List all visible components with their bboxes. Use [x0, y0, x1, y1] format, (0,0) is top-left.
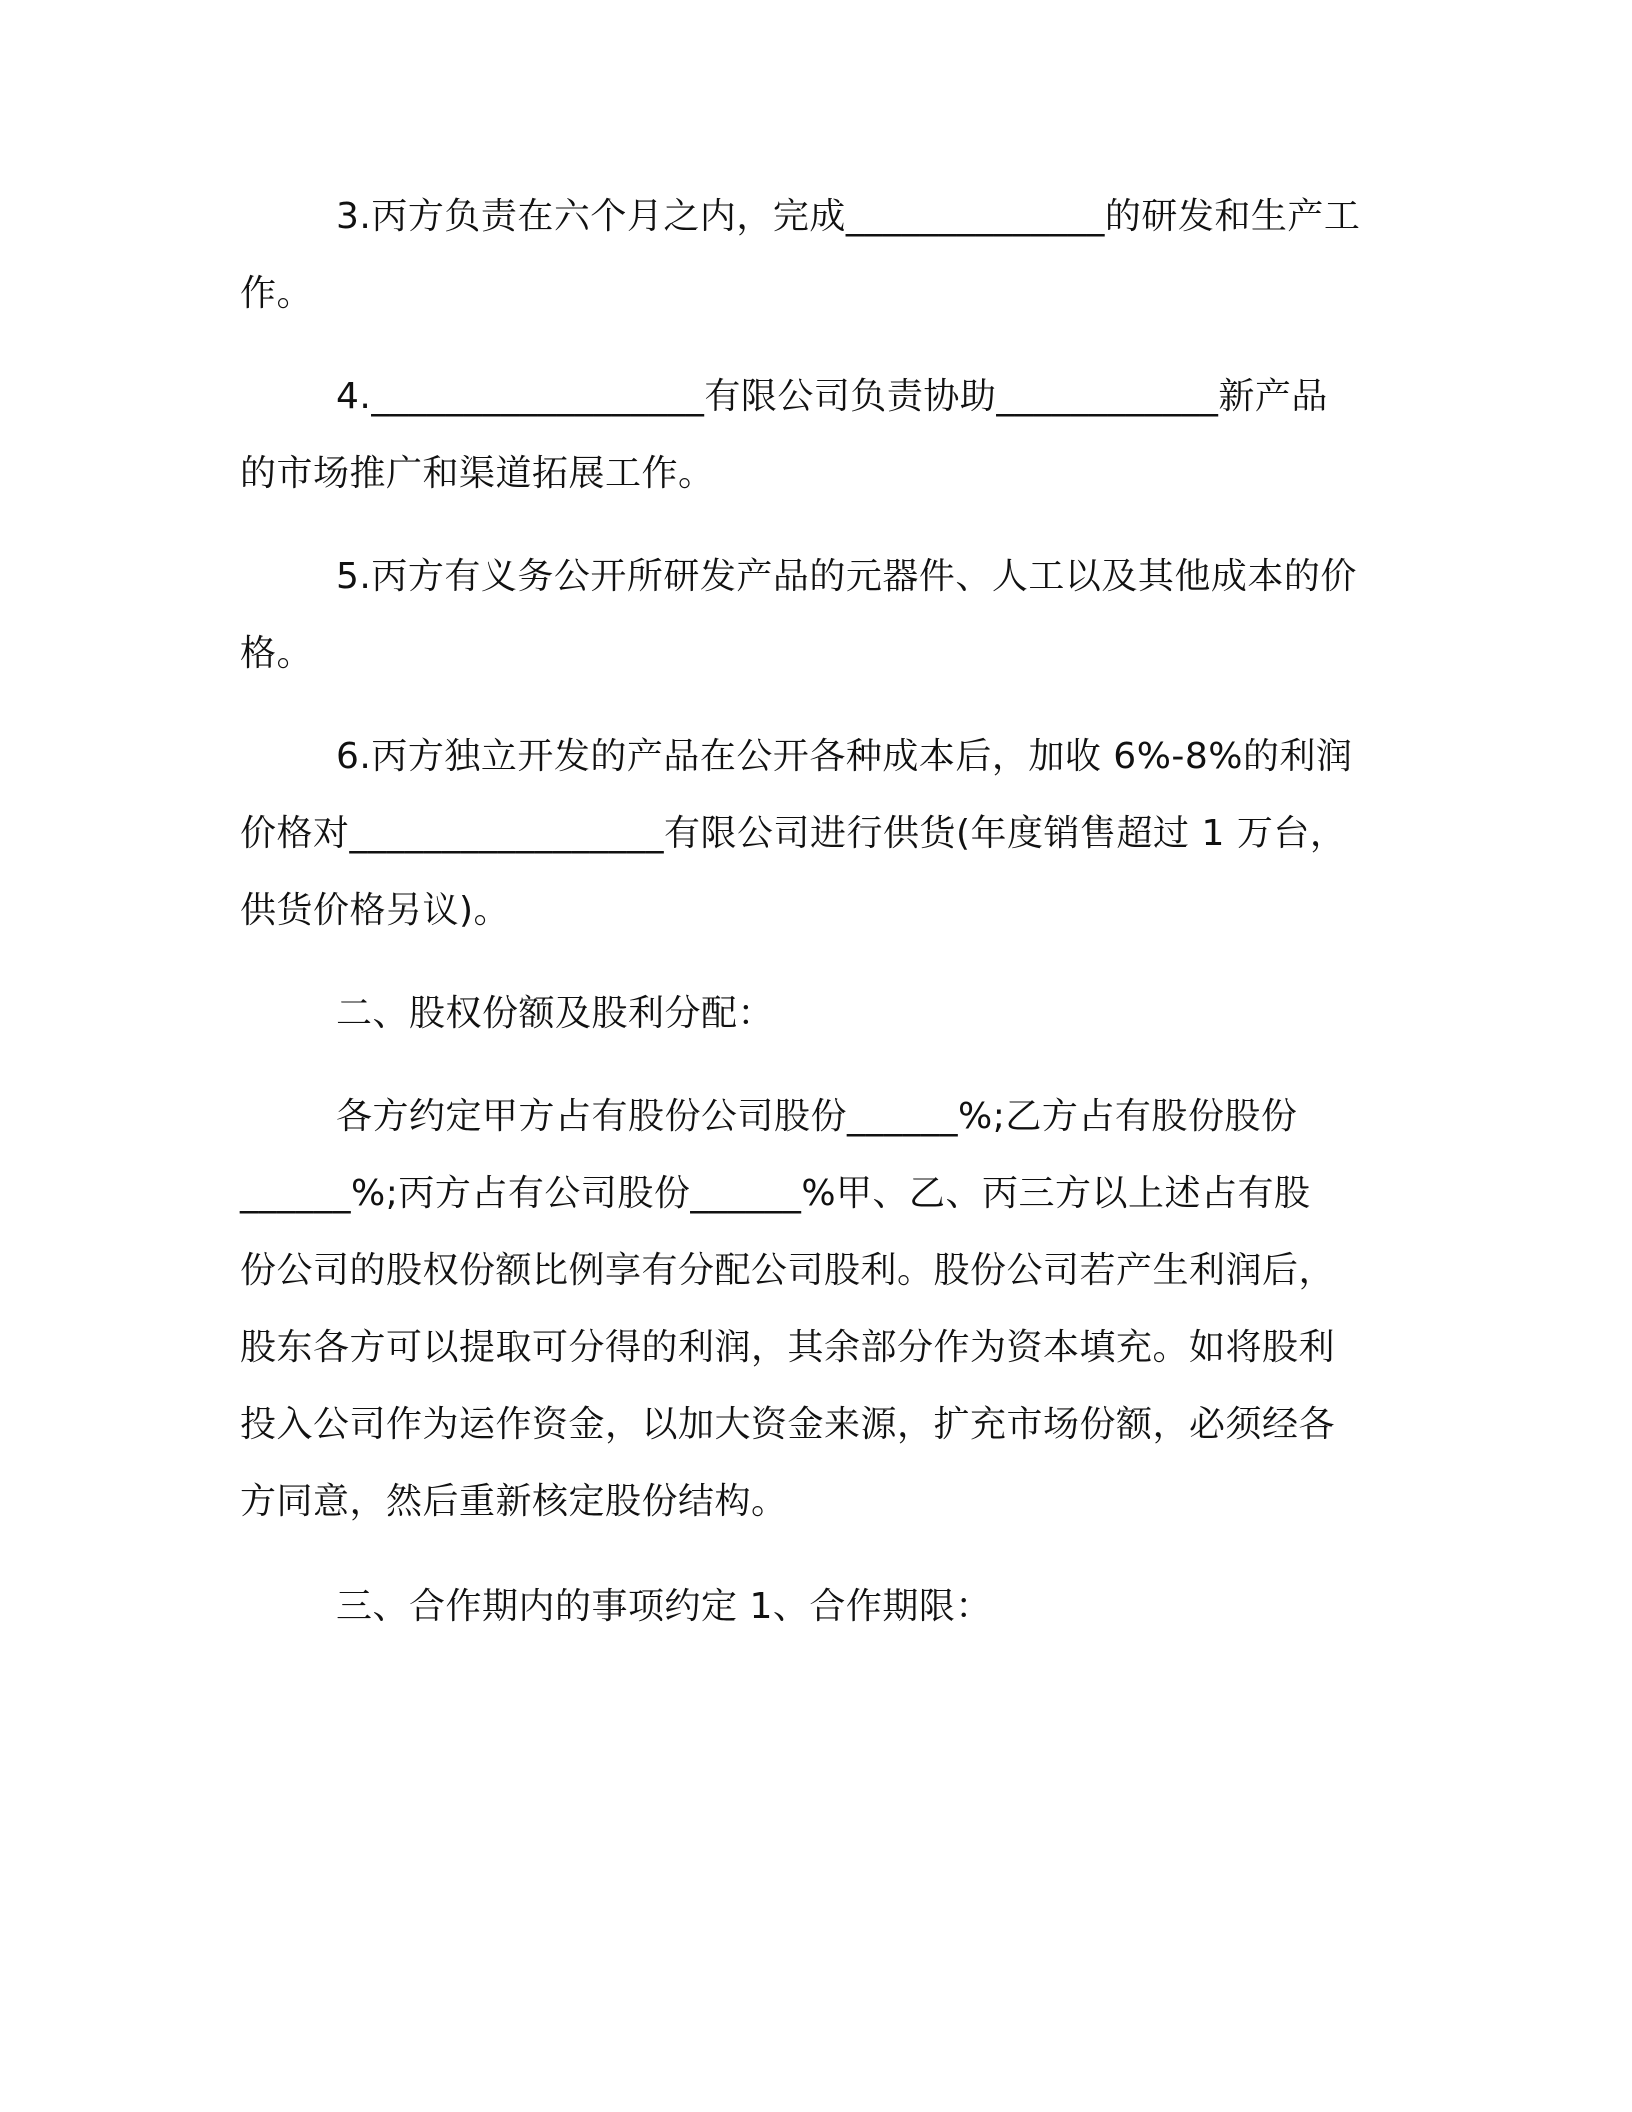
clause-5 [240, 538, 1380, 692]
section-2-body-line-5: 投入公司作为运作资金，以加大资金来源，扩充市场份额，必须经各 [240, 1404, 1336, 1445]
section-3-heading [240, 1568, 1380, 1645]
clause-5-line-1: 5.丙方有义务公开所研发产品的元器件、人工以及其他成本的价 [336, 556, 1357, 597]
clause-4-line-1: 4.__________________有限公司负责协助____________新产品 [336, 376, 1328, 417]
clause-3-line-2: 作。 [240, 273, 314, 314]
clause-6-line-3: 供货价格另议)。 [240, 890, 511, 931]
section-2-heading [240, 975, 1380, 1052]
clause-5-line-2: 格。 [240, 633, 314, 674]
clause-4-line-2: 的市场推广和渠道拓展工作。 [240, 453, 715, 494]
section-2-body-line-3: 份公司的股权份额比例享有分配公司股利。股份公司若产生利润后， [240, 1250, 1336, 1291]
clause-3-line-1: 3.丙方负责在六个月之内，完成______________的研发和生产工 [336, 196, 1361, 237]
clause-6-line-1: 6.丙方独立开发的产品在公开各种成本后，加收 6%-8%的利润 [336, 736, 1353, 777]
clause-3 [240, 178, 1380, 332]
section-2-body [240, 1078, 1380, 1540]
section-2-body-line-2: ______%;丙方占有公司股份______%甲、乙、丙三方以上述占有股 [240, 1173, 1311, 1214]
section-2-body-line-6: 方同意，然后重新核定股份结构。 [240, 1481, 788, 1522]
section-2-heading-text: 二、股权份额及股利分配： [336, 993, 775, 1034]
clause-4 [240, 358, 1380, 512]
section-3-heading-text: 三、合作期内的事项约定 1、合作期限： [336, 1586, 992, 1627]
clause-6 [240, 718, 1380, 949]
section-2-body-line-4: 股东各方可以提取可分得的利润，其余部分作为资本填充。如将股利 [240, 1327, 1336, 1368]
clause-6-line-2: 价格对_________________有限公司进行供货(年度销售超过 1 万台， [240, 813, 1347, 854]
section-2-body-line-1: 各方约定甲方占有股份公司股份______%;乙方占有股份股份 [336, 1096, 1298, 1137]
